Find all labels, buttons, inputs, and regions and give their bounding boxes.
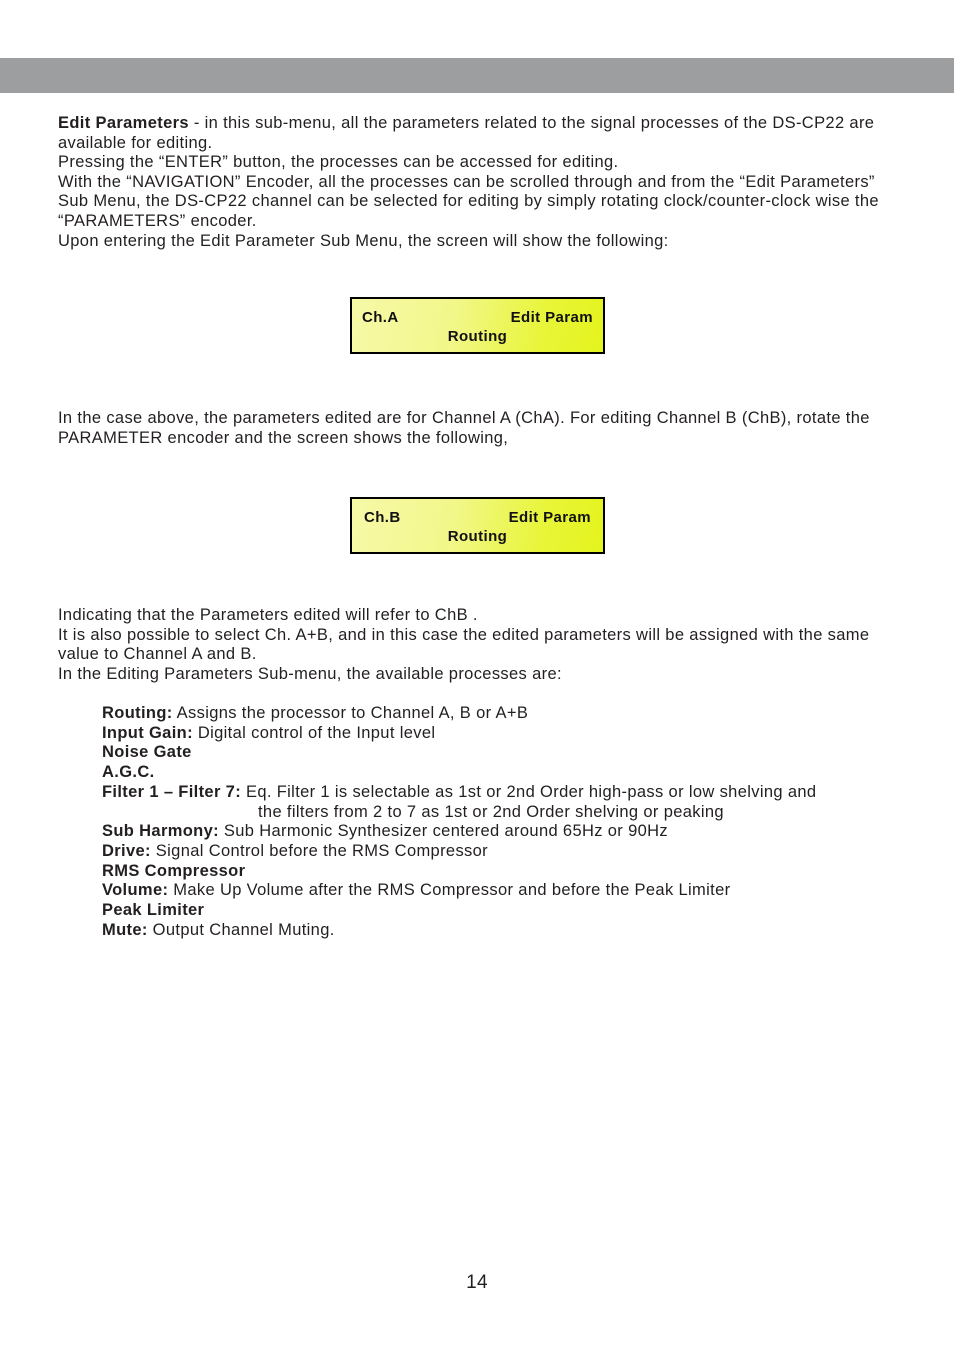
process-name: Input Gain: <box>102 723 193 742</box>
after-paragraph <box>58 606 908 684</box>
process-name: Volume: <box>102 881 169 900</box>
intro-line-4: Upon entering the Edit Parameter Sub Menu, the screen will show the following: <box>58 231 669 250</box>
process-item-agc <box>102 763 902 783</box>
middle-text: In the case above, the parameters edited are for Channel A (ChA). For editing Channel B (ChB), rotate the PARAMETER encoder and the screen shows the following, <box>58 409 870 447</box>
intro-line-3: With the “NAVIGATION” Encoder, all the processes can be scrolled through and from the “Edit Parameters” Sub Menu, the DS-CP22 channel can be selected for editing by simply rotating clock/counter-clock wise the “PARAMETERS” encoder. <box>58 172 879 230</box>
process-name: Filter 1 – Filter 7: <box>102 782 242 801</box>
process-name: Sub Harmony: <box>102 822 219 841</box>
process-list <box>102 704 902 940</box>
process-desc: Assigns the processor to Channel A, B or A+B <box>172 704 529 722</box>
after-line-2: It is also possible to select Ch. A+B, and in this case the edited parameters will be assigned with the same value to Channel A and B. <box>58 625 870 664</box>
lcd-channel-label: Ch.A <box>362 309 399 326</box>
intro-line-2: Pressing the “ENTER” button, the processes can be accessed for editing. <box>58 153 619 172</box>
process-name: Mute: <box>102 920 148 939</box>
intro-paragraph <box>58 114 908 251</box>
lcd-display-channel-a <box>350 297 605 354</box>
process-item-input-gain <box>102 724 902 744</box>
process-item-peak-limiter <box>102 901 902 921</box>
process-item-mute <box>102 921 902 941</box>
process-name: Noise Gate <box>102 743 192 762</box>
lcd-item-label: Routing <box>447 528 508 545</box>
process-desc-continued: the filters from 2 to 7 as 1st or 2nd Order shelving or peaking <box>258 802 724 821</box>
process-name: Peak Limiter <box>102 901 205 920</box>
process-item-drive <box>102 842 902 862</box>
lcd-display-channel-b <box>350 497 605 554</box>
process-desc: Make Up Volume after the RMS Compressor and before the Peak Limiter <box>168 881 731 900</box>
process-desc: Sub Harmonic Synthesizer centered around 65Hz or 90Hz <box>218 822 669 841</box>
intro-line-1 <box>58 114 908 153</box>
process-item-filters <box>102 783 902 822</box>
process-name: A.G.C. <box>102 763 155 782</box>
process-desc: Signal Control before the RMS Compressor <box>150 841 489 860</box>
process-desc: Output Channel Muting. <box>147 920 335 939</box>
lcd-channel-label: Ch.B <box>364 509 401 526</box>
process-item-noise-gate <box>102 743 902 763</box>
process-item-routing <box>102 704 902 724</box>
lcd-mode-label: Edit Param <box>508 509 591 526</box>
after-line-3: In the Editing Parameters Sub-menu, the available processes are: <box>58 664 562 683</box>
process-name: RMS Compressor <box>102 861 246 880</box>
process-item-sub-harmony <box>102 822 902 842</box>
intro-lead-bold: Edit Parameters <box>58 114 189 132</box>
process-item-rms-compressor <box>102 862 902 882</box>
lcd-item-label: Routing <box>447 328 508 345</box>
process-name: Routing: <box>102 704 173 722</box>
lcd-mode-label: Edit Param <box>510 309 593 326</box>
process-name: Drive: <box>102 841 151 860</box>
after-line-1: Indicating that the Parameters edited will refer to ChB . <box>58 606 478 624</box>
page-number: 14 <box>466 1272 488 1293</box>
header-bar <box>0 58 954 93</box>
process-item-volume <box>102 881 902 901</box>
process-desc: Digital control of the Input level <box>192 723 436 742</box>
intro-lead-rest: - in this sub-menu, all the parameters related to the signal processes of the DS-CP22 are available for editing. <box>58 114 875 152</box>
process-desc: Eq. Filter 1 is selectable as 1st or 2nd Order high-pass or low shelving and <box>241 782 817 801</box>
middle-paragraph <box>58 409 908 448</box>
